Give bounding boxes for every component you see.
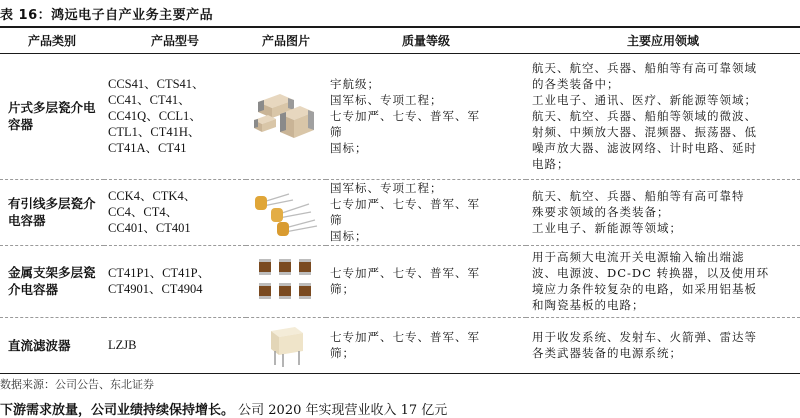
data-source-note: 数据来源：公司公告、东北证券 xyxy=(0,378,154,391)
category-cell: 有引线多层瓷介电容器 xyxy=(0,179,104,245)
quality-cell: 七专加严、七专、普军、军 筛； xyxy=(326,245,526,317)
image-cell xyxy=(246,317,326,373)
table-row xyxy=(0,317,800,373)
paragraph-text: 公司 2020 年实现营业收入 17 亿元 xyxy=(238,403,448,418)
quality-cell: 七专加严、七专、普军、军 筛； xyxy=(326,317,526,373)
table-caption: 表 16：鸿远电子自产业务主要产品 xyxy=(0,8,214,23)
table-row xyxy=(0,245,800,317)
table-row xyxy=(0,53,800,179)
paragraph-heading: 下游需求放量，公司业绩持续保持增长。 xyxy=(0,403,235,418)
product-table xyxy=(0,26,800,374)
body-paragraph xyxy=(0,399,447,418)
quality-cell: 宇航级； 国军标、专项工程； 七专加严、七专、普军、军 筛 国标； xyxy=(326,53,526,179)
leaded-capacitor-icon xyxy=(249,184,323,240)
model-cell: LZJB xyxy=(104,317,246,373)
image-cell xyxy=(246,53,326,179)
header-model: 产品型号 xyxy=(104,27,246,53)
quality-cell: 国军标、专项工程； 七专加严、七专、普军、军 筛 国标； xyxy=(326,179,526,245)
metal-bracket-capacitor-icon xyxy=(253,255,319,307)
table-row xyxy=(0,179,800,245)
category-cell: 片式多层瓷介电容器 xyxy=(0,53,104,179)
header-application: 主要应用领域 xyxy=(526,27,800,53)
category-cell: 金属支架多层瓷介电容器 xyxy=(0,245,104,317)
application-cell: 用于收发系统、发射车、火箭弹、雷达等 各类武器装备的电源系统； xyxy=(526,317,800,373)
application-cell: 航天、航空、兵器、船舶等有高可靠特 殊要求领域的各类装备； 工业电子、新能源等领域； xyxy=(526,179,800,245)
model-cell: CCS41、CTS41、 CC41、CT41、 CC41Q、CCL1、 CTL1、CT41H、 CT41A、CT41 xyxy=(104,53,246,179)
chip-capacitor-icon xyxy=(250,84,322,148)
table-header-row xyxy=(0,27,800,53)
dc-filter-icon xyxy=(261,321,311,369)
application-cell: 航天、航空、兵器、船舶等有高可靠领域 的各类装备中； 工业电子、通讯、医疗、新能源等领域； 航天、航空、兵器、船舶等领域的微波、 射频、中频放大器、混频器、振荡器、低 噪声放大器、滤波网络、计时电路、延时 电路； xyxy=(526,53,800,179)
image-cell xyxy=(246,179,326,245)
model-cell: CT41P1、CT41P、 CT4901、CT4904 xyxy=(104,245,246,317)
image-cell xyxy=(246,245,326,317)
category-cell: 直流滤波器 xyxy=(0,317,104,373)
model-cell: CCK4、CTK4、 CC4、CT4、 CC401、CT401 xyxy=(104,179,246,245)
header-image: 产品图片 xyxy=(246,27,326,53)
header-category: 产品类别 xyxy=(0,27,104,53)
header-quality: 质量等级 xyxy=(326,27,526,53)
application-cell: 用于高频大电流开关电源输入输出端滤 波、电源波、DC-DC 转换器，以及使用环 境应力条件较复杂的电路，如采用铝基板 和陶瓷基板的电路； xyxy=(526,245,800,317)
